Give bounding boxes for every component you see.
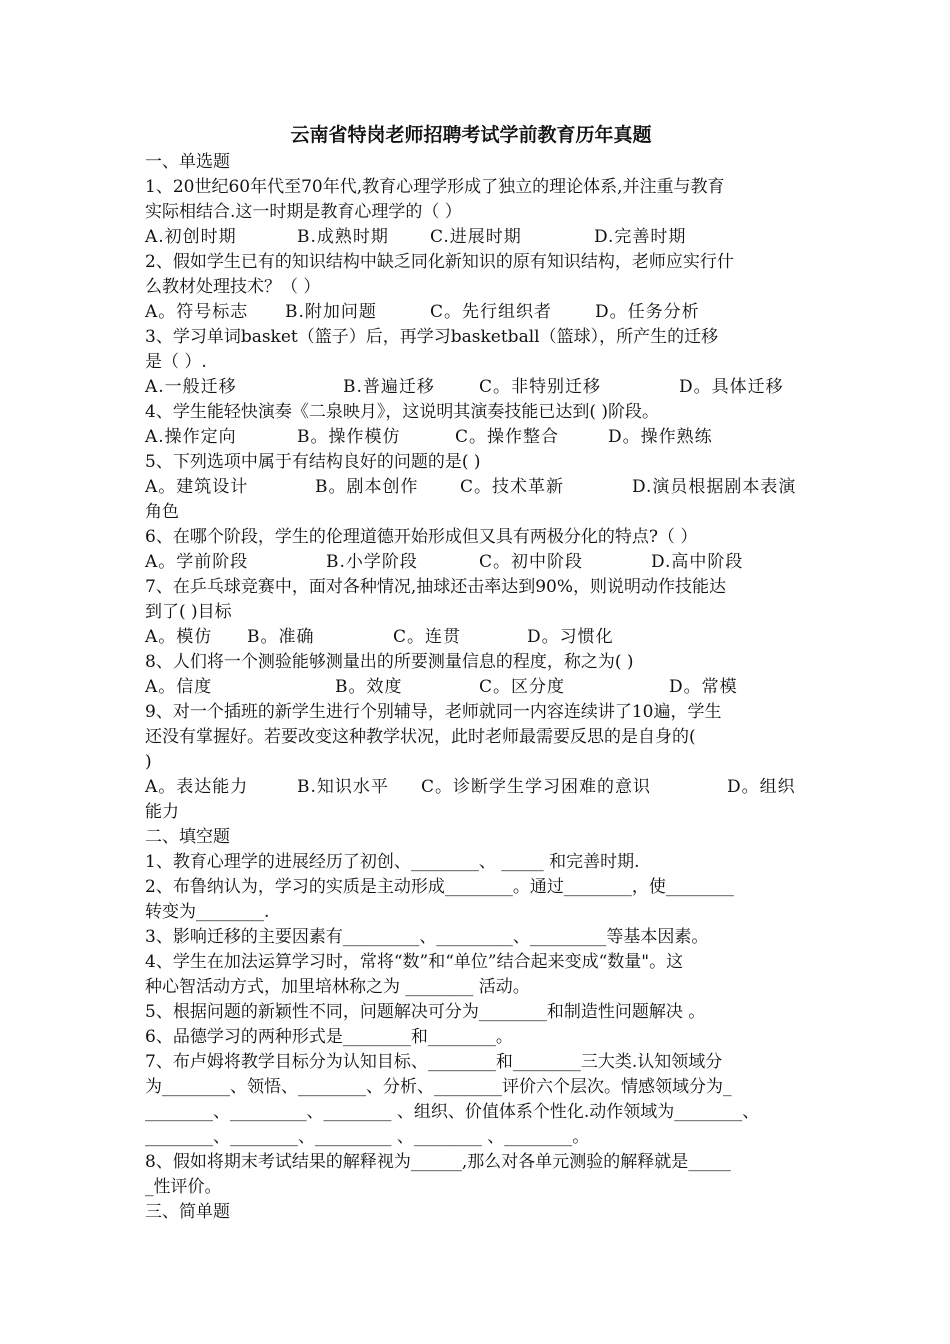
question-3-line-2: 是（ ）. — [145, 352, 207, 372]
option-a: A.初创时期 — [145, 227, 237, 247]
option-c: C。连贯 — [393, 627, 462, 647]
fill-question-7-line-4: ________、________、_________ 、________ 、________。 — [145, 1127, 590, 1147]
question-9-line-1: 9、对一个插班的新学生进行个别辅导，老师就同一内容连续讲了10遍，学生 — [145, 702, 722, 722]
question-5-line-1: 5、下列选项中属于有结构良好的问题的是( ) — [145, 452, 481, 472]
option-a: A。信度 — [145, 677, 213, 697]
question-1-line-1: 1、20世纪60年代至70年代,教育心理学形成了独立的理论体系,并注重与教育 — [145, 177, 725, 197]
option-d: D。组织 — [727, 777, 796, 797]
exam-document — [145, 120, 817, 1225]
question-7-line-2: 到了( )目标 — [145, 602, 232, 622]
option-a: A。符号标志 — [145, 302, 249, 322]
option-d: D。操作熟练 — [608, 427, 713, 447]
option-a: A。表达能力 — [145, 777, 249, 797]
fill-question-5: 5、根据问题的新颖性不同，问题解决可分为________和制造性问题解决 。 — [145, 1002, 706, 1022]
fill-question-4-line-2: 种心智活动方式，加里培林称之为 ________ 活动。 — [145, 977, 530, 997]
option-b: B.附加问题 — [285, 302, 377, 322]
option-c: C。技术革新 — [460, 477, 565, 497]
option-b: B。剧本创作 — [315, 477, 419, 497]
option-b: B.知识水平 — [297, 777, 389, 797]
option-c: C。操作整合 — [455, 427, 560, 447]
fill-question-2-line-1: 2、布鲁纳认为，学习的实质是主动形成________。通过________，使________ — [145, 877, 734, 897]
fill-question-7-line-3: ________、_________、________ 、组织、价值体系个性化.动作领域为________、 — [145, 1102, 760, 1122]
question-3-options — [145, 375, 817, 400]
question-9-line-3: ) — [145, 752, 152, 772]
option-d: D。习惯化 — [527, 627, 614, 647]
fill-question-6: 6、品德学习的两种形式是________和________。 — [145, 1027, 513, 1047]
fill-question-7-line-1: 7、布卢姆将教学目标分为认知目标、________和________三大类.认知领域分 — [145, 1052, 723, 1072]
option-b: B。准确 — [247, 627, 315, 647]
option-b: B。操作模仿 — [297, 427, 401, 447]
question-5-options — [145, 475, 817, 500]
option-d: D。具体迁移 — [679, 377, 784, 397]
fill-question-3: 3、影响迁移的主要因素有_________、_________、_________等基本因素。 — [145, 927, 709, 947]
option-a: A。学前阶段 — [145, 552, 249, 572]
option-c: C。先行组织者 — [430, 302, 553, 322]
option-b: B.普遍迁移 — [343, 377, 435, 397]
question-1-line-2: 实际相结合.这一时期是教育心理学的（ ） — [145, 202, 462, 222]
fill-question-7-line-2: 为________、领悟、________、分析、________评价六个层次。情感领域分为_ — [145, 1077, 732, 1097]
option-b: B。效度 — [335, 677, 403, 697]
option-a: A.操作定向 — [145, 427, 237, 447]
question-9-line-5: 能力 — [145, 802, 179, 822]
question-2-line-1: 2、假如学生已有的知识结构中缺乏同化新知识的原有知识结构，老师应实行什 — [145, 252, 734, 272]
question-3-line-1: 3、学习单词basket（篮子）后，再学习basketball（篮球），所产生的迁移 — [145, 327, 719, 347]
question-4-options — [145, 425, 817, 450]
question-8-line-1: 8、人们将一个测验能够测量出的所要测量信息的程度，称之为( ) — [145, 652, 634, 672]
question-5-line-3: 角色 — [145, 502, 179, 522]
question-2-options — [145, 300, 817, 325]
option-b: B.小学阶段 — [326, 552, 418, 572]
option-c: C。区分度 — [479, 677, 566, 697]
question-9-options — [145, 775, 817, 800]
option-d: D.高中阶段 — [651, 552, 744, 572]
question-7-line-1: 7、在乒乓球竞赛中，面对各种情况,抽球还击率达到90%，则说明动作技能达 — [145, 577, 727, 597]
question-9-line-2: 还没有掌握好。若要改变这种教学状况，此时老师最需要反思的是自身的( — [145, 727, 696, 747]
question-2-line-2: 么教材处理技术？（ ） — [145, 277, 321, 297]
option-d: D.演员根据剧本表演 — [632, 477, 797, 497]
question-7-options — [145, 625, 817, 650]
option-d: D。任务分析 — [595, 302, 700, 322]
option-c: C。诊断学生学习困难的意识 — [421, 777, 652, 797]
option-c: C。初中阶段 — [479, 552, 584, 572]
section-heading-single-choice: 一、单选题 — [145, 152, 230, 172]
option-c: C.进展时期 — [430, 227, 522, 247]
question-8-options — [145, 675, 817, 700]
section-heading-fill-in: 二、填空题 — [145, 827, 230, 847]
option-d: D。常模 — [669, 677, 738, 697]
option-c: C。非特别迁移 — [479, 377, 602, 397]
fill-question-8-line-1: 8、假如将期末考试结果的解释视为______,那么对各单元测验的解释就是_____ — [145, 1152, 731, 1172]
document-title: 云南省特岗老师招聘考试学前教育历年真题 — [290, 124, 652, 146]
section-heading-short-answer: 三、简单题 — [145, 1202, 230, 1222]
question-6-options — [145, 550, 817, 575]
option-b: B.成熟时期 — [297, 227, 389, 247]
fill-question-8-line-2: _性评价。 — [145, 1177, 222, 1197]
question-1-options — [145, 225, 817, 250]
option-a: A.一般迁移 — [145, 377, 237, 397]
question-6-line-1: 6、在哪个阶段，学生的伦理道德开始形成但又具有两极分化的特点?（ ） — [145, 527, 698, 547]
fill-question-2-line-2: 转变为________. — [145, 902, 270, 922]
option-a: A。模仿 — [145, 627, 213, 647]
fill-question-4-line-1: 4、学生在加法运算学习时，常将“数”和“单位”结合起来变成“数量"。这 — [145, 952, 684, 972]
option-d: D.完善时期 — [594, 227, 687, 247]
fill-question-1: 1、教育心理学的进展经历了初创、________、 _____ 和完善时期. — [145, 852, 640, 872]
option-a: A。建筑设计 — [145, 477, 249, 497]
question-4-line-1: 4、学生能轻快演奏《二泉映月》，这说明其演奏技能已达到( )阶段。 — [145, 402, 659, 422]
